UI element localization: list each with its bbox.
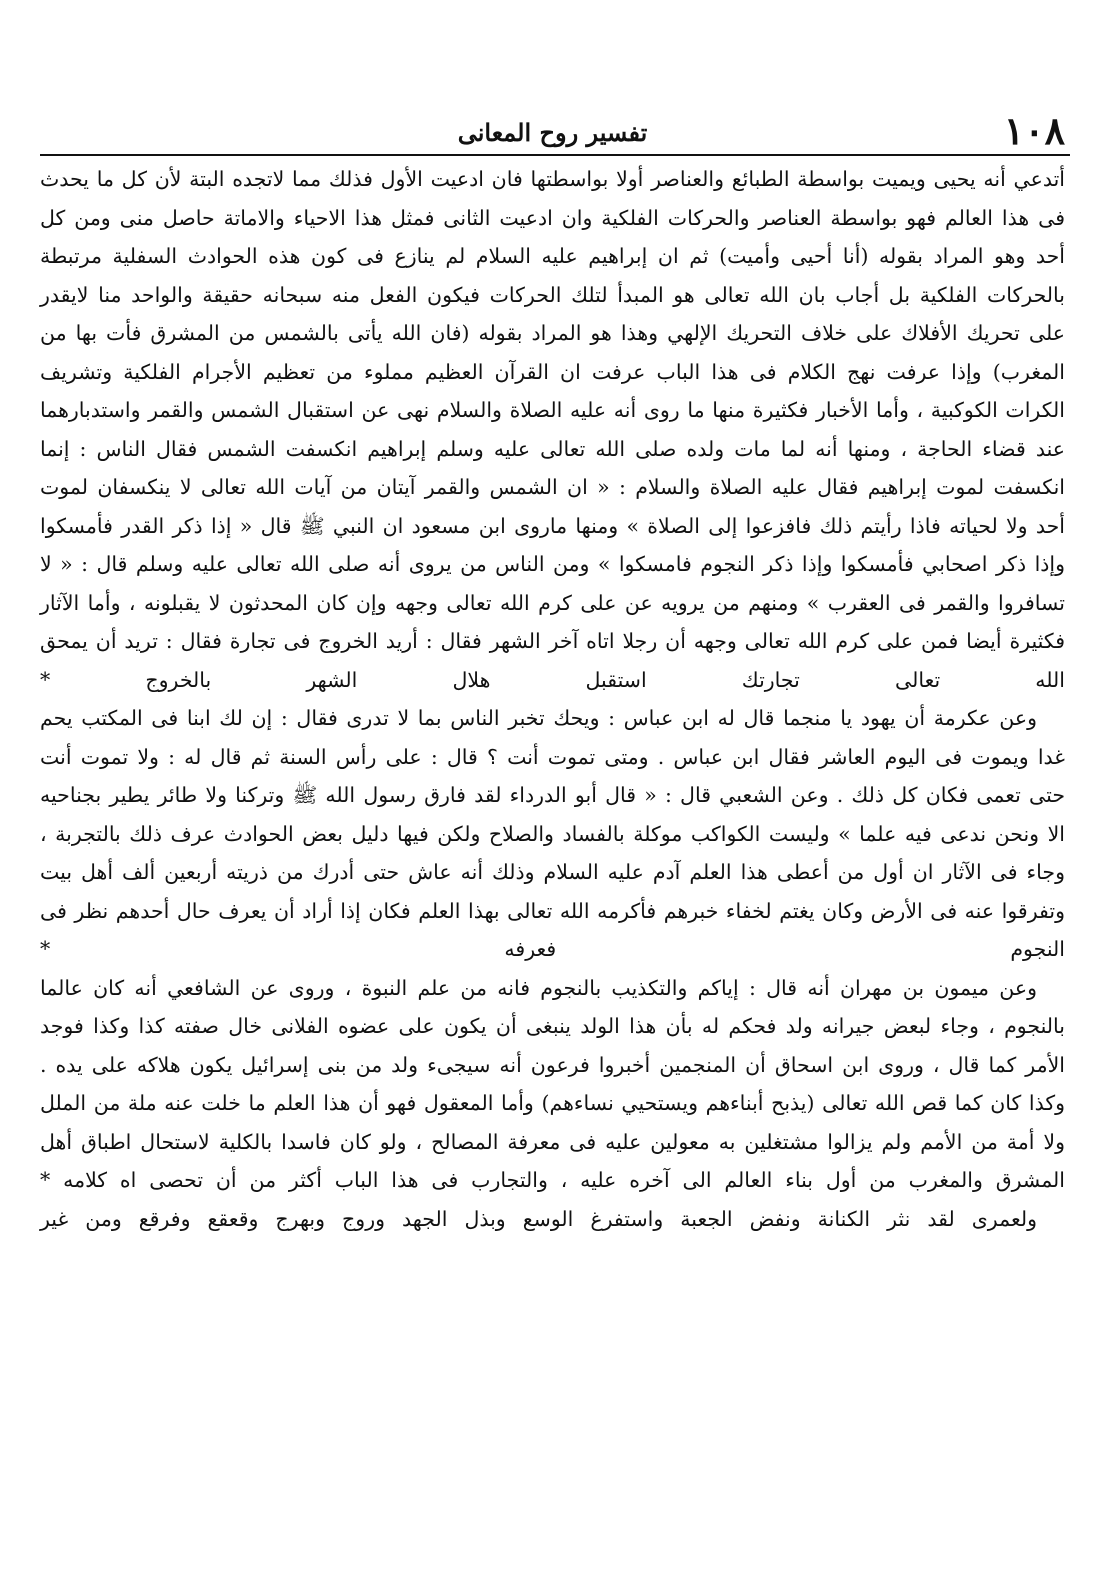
page-header	[40, 108, 1065, 156]
running-title: تفسير روح المعانى	[457, 118, 648, 147]
header-rule	[40, 154, 1070, 156]
paragraph-1: أتدعي أنه يحيى ويميت بواسطة الطبائع والعناصر أولا بواسطتها فان ادعيت الأول فذلك مما لاتجده البتة لأن كل ما يحدث فى هذا العالم فهو بواسطة العناصر والحركات الفلكية وان ادعيت الثانى فمثل هذا الاحياء والاماتة حاصل منى ومن كل أحد وهو المراد بقوله (أنا أحيى وأميت) ثم ان إبراهيم عليه السلام لم ينازع فى كون هذه الحوادث السفلية مرتبطة بالحركات الفلكية بل أجاب بان الله تعالى هو المبدأ لتلك الحركات فيكون الفعل منه سبحانه حقيقة والواحد منا لايقدر على تحريك الأفلاك على خلاف التحريك الإلهي وهذا هو المراد بقوله (فان الله يأتى بالشمس من المشرق فأت بها من المغرب) وإذا عرفت نهج الكلام فى هذا الباب عرفت ان القرآن العظيم مملوء من تعظيم الأجرام الفلكية وتشريف الكرات الكوكبية ، وأما الأخبار فكثيرة منها ما روى أنه عليه الصلاة والسلام نهى عن استقبال الشمس والقمر واستدبارهما عند قضاء الحاجة ، ومنها أنه لما مات ولده صلى الله تعالى عليه وسلم إبراهيم انكسفت الشمس فقال الناس : إنما انكسفت لموت إبراهيم فقال عليه الصلاة والسلام : « ان الشمس والقمر آيتان من آيات الله تعالى لا ينكسفان لموت أحد ولا لحياته فاذا رأيتم ذلك فافزعوا إلى الصلاة » ومنها ماروى ابن مسعود ان النبي ﷺ قال « إذا ذكر القدر فأمسكوا وإذا ذكر اصحابي فأمسكوا وإذا ذكر النجوم فامسكوا » ومن الناس من يروى أنه صلى الله تعالى عليه وسلم قال : « لا تسافروا والقمر فى العقرب » ومنهم من يرويه عن على كرم الله تعالى وجهه وإن كان المحدثون لا يقبلونه ، وأما الآثار فكثيرة أيضا فمن على كرم الله تعالى وجهه أن رجلا اتاه آخر الشهر فقال : أريد الخروج فى تجارة فقال : تريد أن يمحق الله تعالى تجارتك استقبل هلال الشهر بالخروج *	[40, 167, 1065, 692]
paragraph-4: ولعمرى لقد نثر الكنانة ونفض الجعبة واستفرغ الوسع وبذل الجهد وروج وبهرج وقعقع وفرقع ومن غير	[40, 1206, 1037, 1231]
paragraph-2: وعن عكرمة أن يهود يا منجما قال له ابن عباس : ويحك تخبر الناس بما لا تدرى فقال : إن لك ابنا فى المكتب يحم غدا ويموت فى اليوم العاشر فقال ابن عباس . ومتى تموت أنت ؟ قال : على رأس السنة ثم قال له : ولا تموت أنت حتى تعمى فكان كل ذلك . وعن الشعبي قال : « قال أبو الدرداء لقد فارق رسول الله ﷺ وتركنا ولا طائر يطير بجناحيه الا ونحن ندعى فيه علما » وليست الكواكب موكلة بالفساد والصلاح ولكن فيها دليل بعض الحوادث عرف ذلك بالتجربة ، وجاء فى الآثار ان أول من أعطى هذا العلم آدم عليه السلام وذلك أنه عاش حتى أدرك من ذريته أربعين ألف أهل بيت وتفرقوا عنه فى الأرض وكان يغتم لخفاء خبرهم فأكرمه الله تعالى بهذا العلم فكان إذا أراد أن يعرف حال أحدهم نظر فى النجوم فعرفه *	[40, 706, 1065, 961]
page-number: ١٠٨	[1003, 108, 1065, 153]
body-text	[40, 160, 1065, 1238]
paragraph-3: وعن ميمون بن مهران أنه قال : إياكم والتكذيب بالنجوم فانه من علم النبوة ، وروى عن الشافعي أنه كان عالما بالنجوم ، وجاء لبعض جيرانه ولد فحكم له بأن هذا الولد ينبغى أن يكون على عضوه الفلانى خال صفته كذا وكذا فوجد الأمر كما قال ، وروى ابن اسحاق أن المنجمين أخبروا فرعون أنه سيجىء ولد من بنى إسرائيل يكون هلاكه على يده . وكذا كان كما قص الله تعالى (يذبح أبناءهم ويستحيي نساءهم) وأما المعقول فهو أن هذا العلم ما خلت عنه ملة من الملل ولا أمة من الأمم ولم يزالوا مشتغلين به معولين عليه فى معرفة المصالح ، ولو كان فاسدا بالكلية لاستحال اطباق أهل المشرق والمغرب من أول بناء العالم الى آخره عليه ، والتجارب فى هذا الباب أكثر من أن تحصى اه كلامه *	[40, 975, 1066, 1192]
